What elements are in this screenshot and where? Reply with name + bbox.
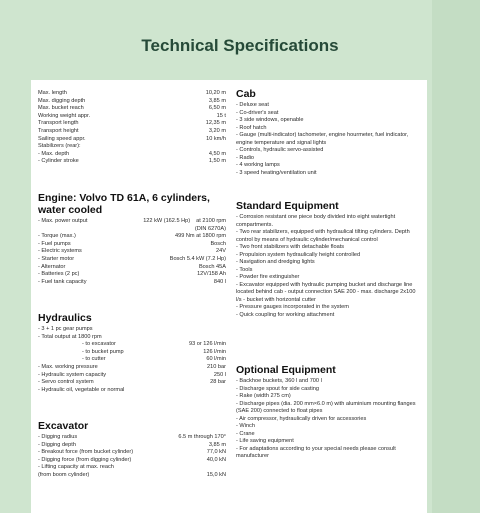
spec-label: - Max. power output xyxy=(38,218,88,224)
equipment-item: - Tools xyxy=(236,266,253,273)
spec-value: 10 km/h xyxy=(206,135,226,142)
spec-value: 3,85 m xyxy=(208,97,226,104)
spec-label: Max. length xyxy=(38,90,67,96)
equipment-item: - Quick coupling for working attachment xyxy=(236,311,335,318)
spec-label: - to excavator xyxy=(82,341,116,348)
spec-value: 28 bar xyxy=(210,379,226,386)
equipment-item: - Radio xyxy=(236,154,255,161)
spec-row xyxy=(38,256,226,264)
spec-value: Bosch 5.4 kW (7.2 Hp) xyxy=(169,255,226,262)
equipment-item: - 4 working lamps xyxy=(236,162,280,168)
spec-row xyxy=(38,464,226,472)
equipment-item: - For adaptations according to your special needs please consult manufacturer xyxy=(236,445,396,459)
spec-label: - Max. working pressure xyxy=(38,363,98,370)
spec-label: - Max. depth xyxy=(38,150,70,157)
spec-label: - Total output at 1800 rpm xyxy=(38,333,102,340)
spec-label: - Torque (max.) xyxy=(38,233,76,240)
equipment-item: - Discharge pipes (dia. 200 mm×6.0 m) with aluminium mounting flanges (SAE 200) connected to float pipes xyxy=(236,400,416,414)
spec-row xyxy=(38,143,226,151)
spec-row xyxy=(38,248,226,256)
equipment-item: - Navigation and dredging lights xyxy=(236,259,315,265)
equipment-item: - Discharge spout for side casting xyxy=(236,385,320,392)
equipment-item: - 3 speed heating/ventilation unit xyxy=(236,169,317,176)
spec-value: Bosch xyxy=(210,240,226,247)
spec-value: 15 t xyxy=(216,112,226,119)
equipment-item: - Backhoe buckets, 360 l and 700 l xyxy=(236,378,322,384)
optional-heading: Optional Equipment xyxy=(236,364,336,376)
standard-section xyxy=(236,200,421,319)
spec-value: at 2100 rpm xyxy=(196,218,226,224)
spec-value: 126 l/min xyxy=(203,348,226,355)
spec-value: Bosch 45A xyxy=(198,263,226,270)
spec-label: - Fuel pumps xyxy=(38,240,71,247)
page-title: Technical Specifications xyxy=(141,36,339,55)
spec-row xyxy=(38,271,226,279)
spec-value: 6.5 m through 170° xyxy=(178,434,226,440)
hydraulics-section xyxy=(38,312,226,394)
spec-row xyxy=(38,120,226,128)
spec-value: 24V xyxy=(216,248,226,255)
equipment-item: - Gauge (multi-indicator) tachometer, engine hourmeter, fuel indicator, engine temperature and signal lights xyxy=(236,132,409,146)
spec-label: Stabilizers (rear): xyxy=(38,143,81,150)
spec-value: 499 Nm at 1800 rpm xyxy=(175,233,226,240)
equipment-item: - Excavator equipped with hydraulic pumping bucket and discharge line located behind cab - output connection SAE 200 - max. discharge 2x100 l/s - bucket with horizontal cutter xyxy=(236,281,416,303)
spec-value: 6,50 m xyxy=(208,105,226,112)
spec-row xyxy=(38,472,226,480)
spec-label: Working weight appr. xyxy=(38,112,91,119)
spec-label: - Digging force (from digging cylinder) xyxy=(38,456,132,463)
spec-row xyxy=(38,442,226,450)
spec-row xyxy=(38,105,226,113)
spec-label: - Cylinder stroke xyxy=(38,158,79,165)
spec-value: 15,0 kN xyxy=(206,471,226,478)
equipment-item: - Powder fire extinguisher xyxy=(236,274,300,280)
equipment-item: - Life saving equipment xyxy=(236,438,294,444)
spec-label: - Starter motor xyxy=(38,255,75,262)
spec-value: 12,35 m xyxy=(205,120,226,127)
spec-value: 12V/158 Ah xyxy=(197,271,226,278)
spec-row xyxy=(38,457,226,465)
spec-value: 60 l/min xyxy=(206,356,226,363)
spec-value: 4,50 m xyxy=(208,150,226,157)
standard-heading: Standard Equipment xyxy=(236,200,339,212)
spec-row xyxy=(38,113,226,121)
spec-row xyxy=(38,449,226,457)
spec-label: - Servo control system xyxy=(38,379,94,386)
equipment-item: - Two front stabilizers with detachable floats xyxy=(236,244,345,250)
spec-label: Max. digging depth xyxy=(38,97,86,104)
spec-row xyxy=(38,349,226,357)
spec-label: - Digging radius xyxy=(38,434,78,440)
spec-value: (DIN 6270A) xyxy=(194,225,226,232)
spec-row xyxy=(38,241,226,249)
spec-row xyxy=(38,387,226,395)
spec-row xyxy=(38,264,226,272)
spec-label: (from boom cylinder) xyxy=(38,471,90,478)
spec-label: Sailing speed appr. xyxy=(38,135,86,142)
equipment-item: - Air compressor, hydraulically driven for accessories xyxy=(236,415,367,422)
spec-value: 840 l xyxy=(213,278,226,285)
spec-value-main: 122 kW (162.5 Hp) xyxy=(143,218,191,224)
spec-value: 250 l xyxy=(213,371,226,378)
spec-row xyxy=(38,434,226,442)
spec-row xyxy=(38,98,226,106)
spec-label: - to cutter xyxy=(82,356,106,363)
cab-heading: Cab xyxy=(236,88,256,100)
spec-row xyxy=(38,90,226,98)
spec-label: Transport length xyxy=(38,120,79,127)
equipment-item: - Roof hatch xyxy=(236,124,267,131)
spec-value: 1,50 m xyxy=(208,158,226,165)
spec-label: - Breakout force (from bucket cylinder) xyxy=(38,449,134,456)
spec-label: - Hydraulic oil, vegetable or normal xyxy=(38,386,125,393)
spec-row xyxy=(38,233,226,241)
equipment-item: - 3 side windows, openable xyxy=(236,117,304,123)
spec-value: 3,20 m xyxy=(208,127,226,134)
spec-row xyxy=(38,158,226,166)
equipment-item: - Propulsion system hydraulically height controlled xyxy=(236,251,361,258)
engine-section xyxy=(38,192,226,286)
equipment-item: - Rake (width 275 cm) xyxy=(236,393,291,399)
spec-label: Transport height xyxy=(38,127,79,134)
spec-label xyxy=(38,226,189,234)
spec-panel xyxy=(31,80,427,513)
spec-value: 210 bar xyxy=(207,363,226,370)
spec-value: 10,20 m xyxy=(205,90,226,96)
spec-row xyxy=(38,364,226,372)
spec-label: - Batteries (2 pc) xyxy=(38,271,80,278)
side-stripe xyxy=(432,0,480,513)
spec-value: 93 or 126 l/min xyxy=(188,341,226,348)
spec-row xyxy=(38,341,226,349)
equipment-item: - Crane xyxy=(236,430,255,437)
spec-label: - Digging depth xyxy=(38,441,76,448)
equipment-item: - Controls, hydraulic servo-assisted xyxy=(236,147,324,153)
spec-row xyxy=(38,136,226,144)
spec-value: 3,85 m xyxy=(208,441,226,448)
equipment-item: - Corrosion resistant one piece body divided into eight watertight compartments. xyxy=(236,214,396,228)
spec-label: - Hydraulic system capacity xyxy=(38,371,107,378)
spec-row xyxy=(38,379,226,387)
spec-label: - Fuel tank capacity xyxy=(38,278,87,285)
equipment-item: - Deluxe seat xyxy=(236,102,269,108)
spec-row xyxy=(38,334,226,342)
equipment-item: - Pressure gauges incorporated in the system xyxy=(236,304,349,310)
engine-heading: Engine: Volvo TD 61A, 6 cylinders, water cooled xyxy=(38,192,210,216)
spec-label: - 3 + 1 pc gear pumps xyxy=(38,326,93,332)
spec-row xyxy=(38,218,226,226)
cab-section xyxy=(236,88,421,177)
excavator-section xyxy=(38,420,226,480)
equipment-item: - Winch xyxy=(236,423,255,429)
spec-label: - Alternator xyxy=(38,263,66,270)
general-specs xyxy=(38,90,226,166)
spec-value: 40,0 kN xyxy=(206,456,226,463)
spec-value: 77,0 kN xyxy=(206,449,226,456)
spec-label: - Lifting capacity at max. reach xyxy=(38,464,114,471)
spec-row xyxy=(38,226,226,234)
spec-label: - to bucket pump xyxy=(82,348,124,355)
spec-label: - Electric systems xyxy=(38,248,82,255)
optional-section xyxy=(236,364,421,461)
spec-row xyxy=(38,128,226,136)
spec-row xyxy=(38,326,226,334)
spec-row xyxy=(38,279,226,287)
spec-label: Max. bucket reach xyxy=(38,105,84,112)
spec-row xyxy=(38,372,226,380)
spec-row xyxy=(38,356,226,364)
spec-row xyxy=(38,151,226,159)
equipment-item: - Co-driver's seat xyxy=(236,109,279,116)
excavator-heading: Excavator xyxy=(38,420,89,432)
equipment-item: - Two rear stabilizers, equipped with hydraulical tilting cylinders. Depth control by means of hydraulic cylinder/mechanical control xyxy=(236,229,410,243)
hydraulics-heading: Hydraulics xyxy=(38,312,92,324)
